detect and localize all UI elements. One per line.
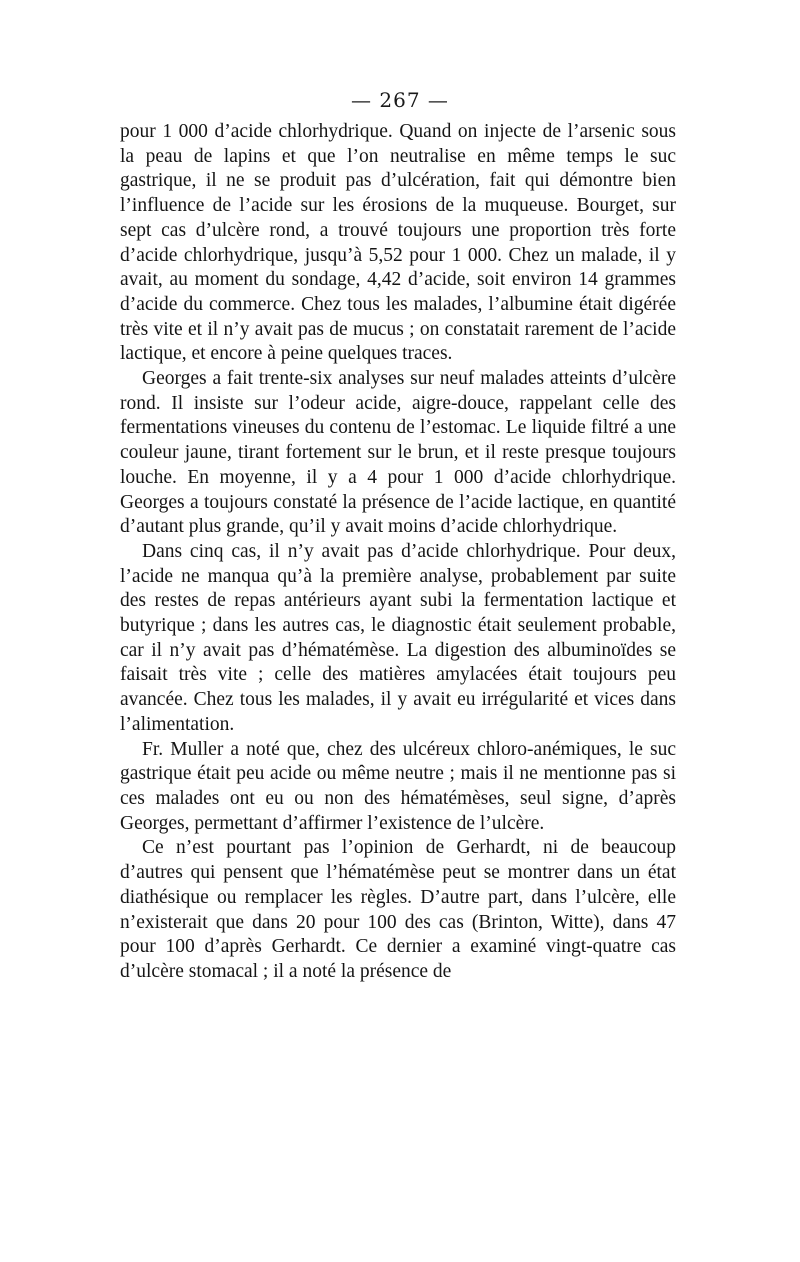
- paragraph-georges-analyses: Georges a fait trente-six analyses sur neuf malades atteints d’ulcère rond. Il insiste sur l’odeur acide, aigre-douce, rappelant celle des fermentations vineuses du contenu de l’estomac. Le liquide filtré a une couleur jaune, tirant fortement sur le brun, et il reste presque toujours louche. En moyenne, il y a 4 pour 1 000 d’acide chlorhydrique. Georges a toujours constaté la présence de l’acide lactique, en quantité d’autant plus grande, qu’il y avait moins d’acide chlorhydrique.: [120, 368, 676, 538]
- paragraph-continuation: pour 1 000 d’acide chlorhydrique. Quand on injecte de l’arsenic sous la peau de lapins et que l’on neutralise en même temps le suc gastrique, il ne se produit pas d’ulcération, fait qui démontre bien l’influence de l’acide sur les érosions de la muqueuse. Bourget, sur sept cas d’ulcère rond, a trouvé toujours une proportion très forte d’acide chlorhydrique, jusqu’à 5,52 pour 1 000. Chez un malade, il y avait, au moment du sondage, 4,42 d’acide, soit environ 14 grammes d’acide du commerce. Chez tous les malades, l’albumine était digérée très vite et il n’y avait pas de mucus ; on constatait rarement de l’acide lactique, et encore à peine quelques traces.: [120, 121, 676, 365]
- page-number: — 267 —: [351, 88, 449, 112]
- paragraph-gerhardt: Ce n’est pourtant pas l’opinion de Gerhardt, ni de beaucoup d’autres qui pensent que l’hématémèse peut se montrer dans un état diathésique ou remplacer les règles. D’autre part, dans l’ulcère, elle n’existerait que dans 20 pour 100 des cas (Brinton, Witte), dans 47 pour 100 d’après Gerhardt. Ce dernier a examiné vingt-quatre cas d’ulcère stomacal ; il a noté la présence de: [120, 837, 676, 982]
- paragraph-muller: Fr. Muller a noté que, chez des ulcéreux chloro-anémiques, le suc gastrique était peu acide ou même neutre ; mais il ne mentionne pas si ces malades ont eu ou non des hématémèses, seul signe, d’après Georges, permettant d’affirmer l’existence de l’ulcère.: [120, 738, 676, 834]
- body-text: [120, 120, 676, 985]
- paragraph-cinq-cas: Dans cinq cas, il n’y avait pas d’acide chlorhydrique. Pour deux, l’acide ne manqua qu’à la première analyse, probablement par suite des restes de repas antérieurs ayant subi la fermentation lactique et butyrique ; dans les autres cas, le diagnostic était seulement probable, car il n’y avait pas d’hématémèse. La digestion des albuminoïdes se faisait très vite ; celle des matières amylacées était toujours peu avancée. Chez tous les malades, il y avait eu irrégularité et vices dans l’alimentation.: [120, 540, 676, 735]
